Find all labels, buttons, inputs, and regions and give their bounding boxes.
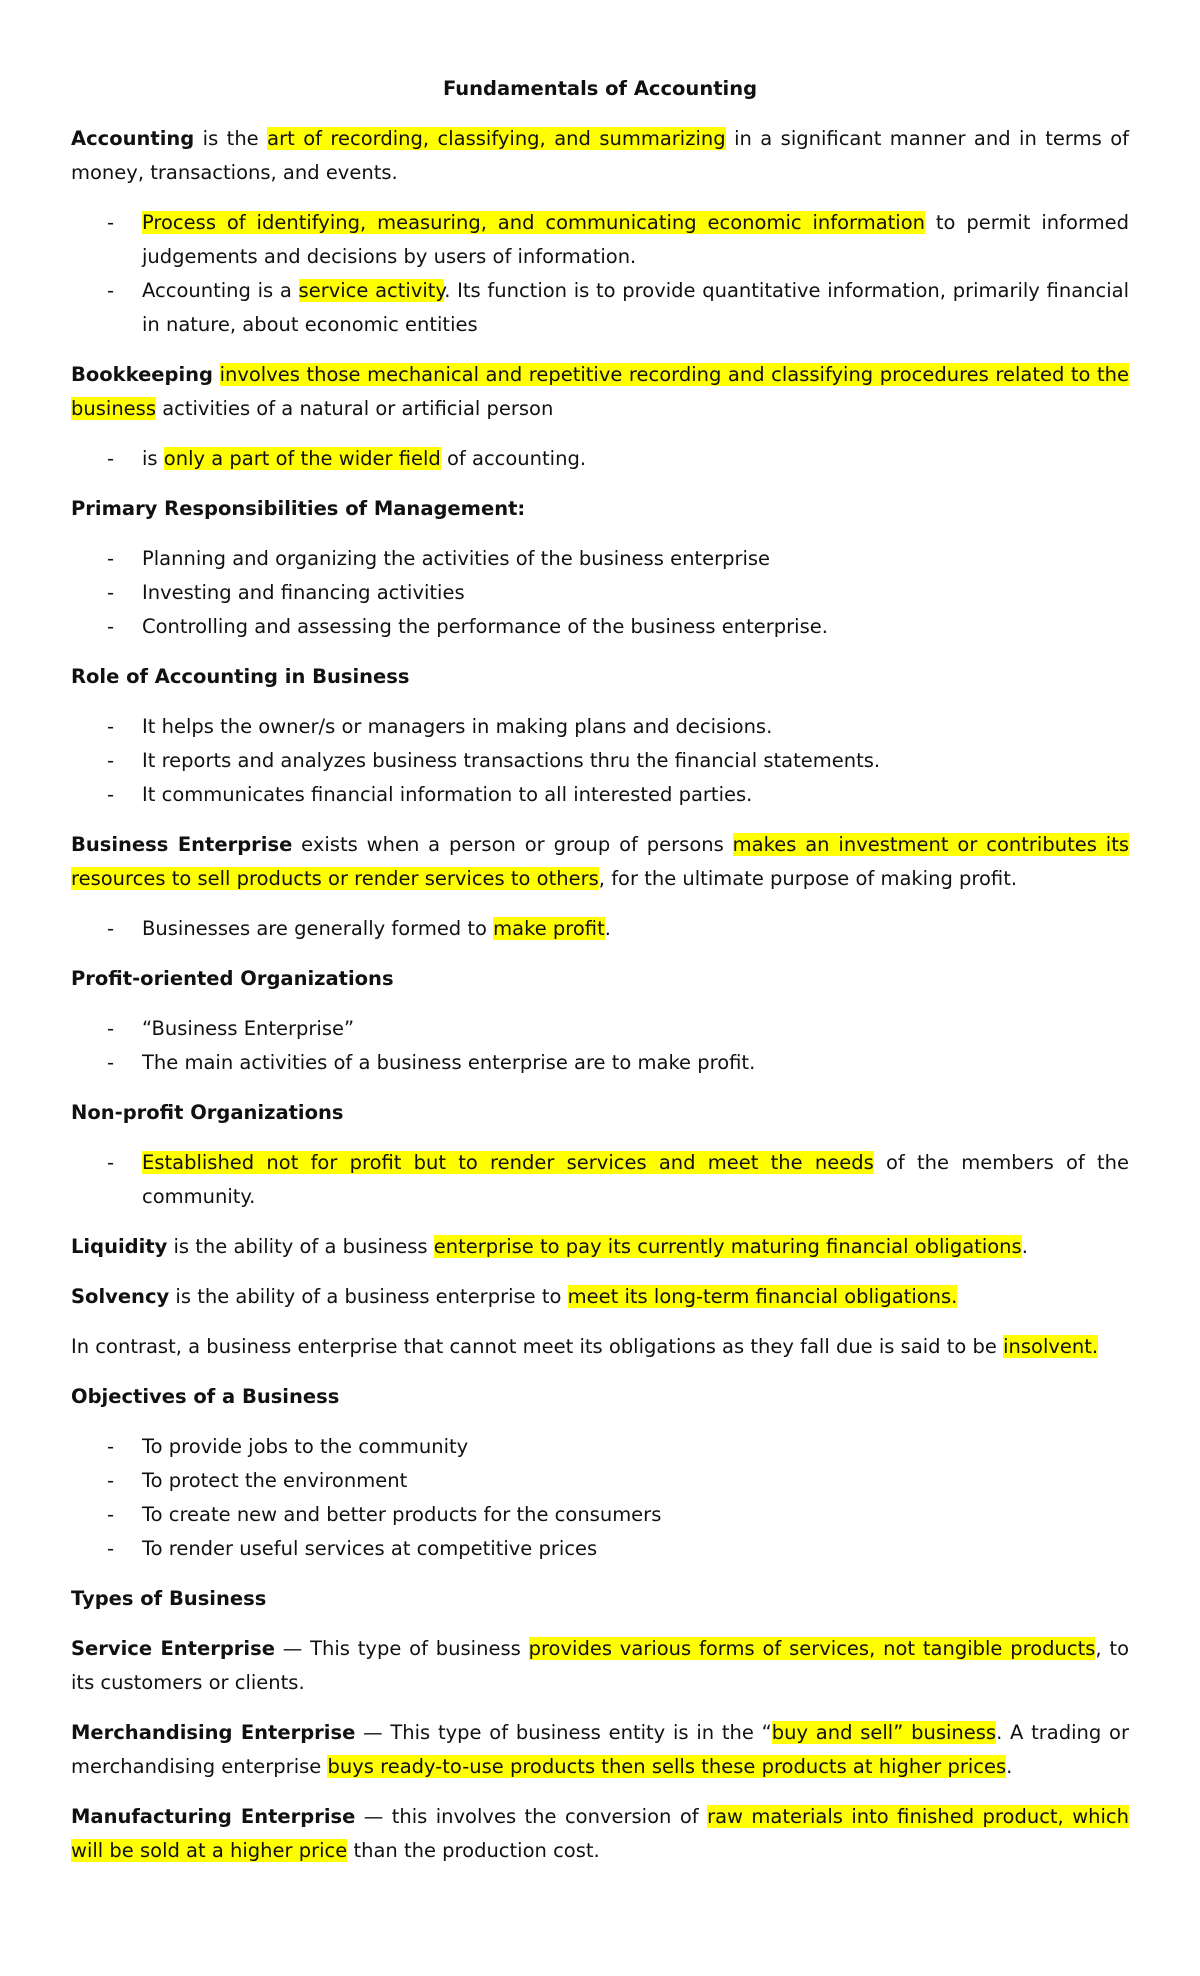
list-item: - It helps the owner/s or managers in making plans and decisions. — [71, 710, 1129, 744]
term-service-enterprise: Service Enterprise — [71, 1637, 275, 1660]
accounting-definition: Accounting is the art of recording, classifying, and summarizing in a significant manner and in terms of money, transactions, and events. — [71, 127, 1129, 184]
highlight: service activity — [298, 279, 445, 302]
highlight: Established not for profit but to render services and meet the needs — [142, 1151, 874, 1174]
list-item: - Controlling and assessing the performance of the business enterprise. — [71, 610, 1129, 644]
section-heading: Types of Business — [71, 1587, 267, 1610]
management-list — [71, 542, 1129, 644]
merchandising-enterprise-definition: Merchandising Enterprise — This type of business entity is in the “buy and sell” business. A trading or merchandising enterprise buys ready-to-use products then sells these products at higher prices. — [71, 1721, 1129, 1778]
term-bookkeeping: Bookkeeping — [71, 363, 214, 386]
list-item: - Established not for profit but to render services and meet the needs of the members of the community. — [71, 1146, 1129, 1214]
section-heading: Primary Responsibilities of Management: — [71, 497, 526, 520]
list-item: - is only a part of the wider field of accounting. — [71, 442, 1129, 476]
highlight: art of recording, classifying, and summarizing — [267, 127, 726, 150]
list-item: - Accounting is a service activity. Its function is to provide quantitative information, primarily financial in nature, about economic entities — [71, 274, 1129, 342]
highlight: buys ready-to-use products then sells these products at higher prices — [327, 1755, 1007, 1778]
term-merchandising-enterprise: Merchandising Enterprise — [71, 1721, 356, 1744]
highlight: only a part of the wider field — [163, 447, 441, 470]
highlight: buy and sell” business — [771, 1721, 997, 1744]
list-item: - It communicates financial information to all interested parties. — [71, 778, 1129, 812]
business-enterprise-bullets — [71, 912, 1129, 946]
objectives-list — [71, 1430, 1129, 1566]
highlight: Process of identifying, measuring, and communicating economic information — [142, 211, 926, 234]
insolvent-definition: In contrast, a business enterprise that cannot meet its obligations as they fall due is said to be insolvent. — [71, 1335, 1099, 1358]
accounting-bullets — [71, 206, 1129, 342]
list-item: - Businesses are generally formed to make profit. — [71, 912, 1129, 946]
highlight: makes an investment or contributes its resources to sell products or render services to others — [71, 833, 1129, 890]
liquidity-definition: Liquidity is the ability of a business enterprise to pay its currently maturing financial obligations. — [71, 1235, 1028, 1258]
term-liquidity: Liquidity — [71, 1235, 168, 1258]
list-item: - Investing and financing activities — [71, 576, 1129, 610]
list-item: - To provide jobs to the community — [71, 1430, 1129, 1464]
section-heading: Profit-oriented Organizations — [71, 967, 394, 990]
list-item: - To render useful services at competitive prices — [71, 1532, 1129, 1566]
solvency-definition: Solvency is the ability of a business enterprise to meet its long-term financial obligations. — [71, 1285, 958, 1308]
highlight: enterprise to pay its currently maturing financial obligations — [433, 1235, 1022, 1258]
section-heading: Non-profit Organizations — [71, 1101, 344, 1124]
term-solvency: Solvency — [71, 1285, 170, 1308]
business-enterprise-definition: Business Enterprise exists when a person or group of persons makes an investment or contributes its resources to sell products or render services to others, for the ultimate purpose of making profit. — [71, 833, 1129, 890]
list-item: - It reports and analyzes business transactions thru the financial statements. — [71, 744, 1129, 778]
term-business-enterprise: Business Enterprise — [71, 833, 293, 856]
role-list — [71, 710, 1129, 812]
non-profit-list — [71, 1146, 1129, 1214]
list-item: - Planning and organizing the activities of the business enterprise — [71, 542, 1129, 576]
term-manufacturing-enterprise: Manufacturing Enterprise — [71, 1805, 356, 1828]
service-enterprise-definition: Service Enterprise — This type of business provides various forms of services, not tangible products, to its customers or clients. — [71, 1637, 1130, 1694]
highlight: make profit — [493, 917, 605, 940]
list-item: - “Business Enterprise” — [71, 1012, 1129, 1046]
profit-oriented-list — [71, 1012, 1129, 1080]
list-item: - The main activities of a business enterprise are to make profit. — [71, 1046, 1129, 1080]
manufacturing-enterprise-definition: Manufacturing Enterprise — this involves the conversion of raw materials into finished product, which will be sold at a higher price than the production cost. — [71, 1805, 1129, 1862]
bookkeeping-definition: Bookkeeping involves those mechanical and repetitive recording and classifying procedures related to the business activities of a natural or artificial person — [71, 363, 1129, 420]
bookkeeping-bullets — [71, 442, 1129, 476]
highlight: meet its long-term financial obligations. — [567, 1285, 958, 1308]
list-item: - To create new and better products for the consumers — [71, 1498, 1129, 1532]
highlight: involves those mechanical and repetitive recording and classifying procedures related to the business — [71, 363, 1129, 420]
term-accounting: Accounting — [71, 127, 195, 150]
list-item: - To protect the environment — [71, 1464, 1129, 1498]
highlight: insolvent. — [1003, 1335, 1099, 1358]
document-title: Fundamentals of Accounting — [442, 77, 758, 100]
highlight: provides various forms of services, not tangible products — [528, 1637, 1096, 1660]
section-heading: Objectives of a Business — [71, 1385, 340, 1408]
highlight: raw materials into finished product, which will be sold at a higher price — [71, 1805, 1129, 1862]
section-heading: Role of Accounting in Business — [71, 665, 410, 688]
list-item: - Process of identifying, measuring, and communicating economic information to permit informed judgements and decisions by users of information. — [71, 206, 1129, 274]
